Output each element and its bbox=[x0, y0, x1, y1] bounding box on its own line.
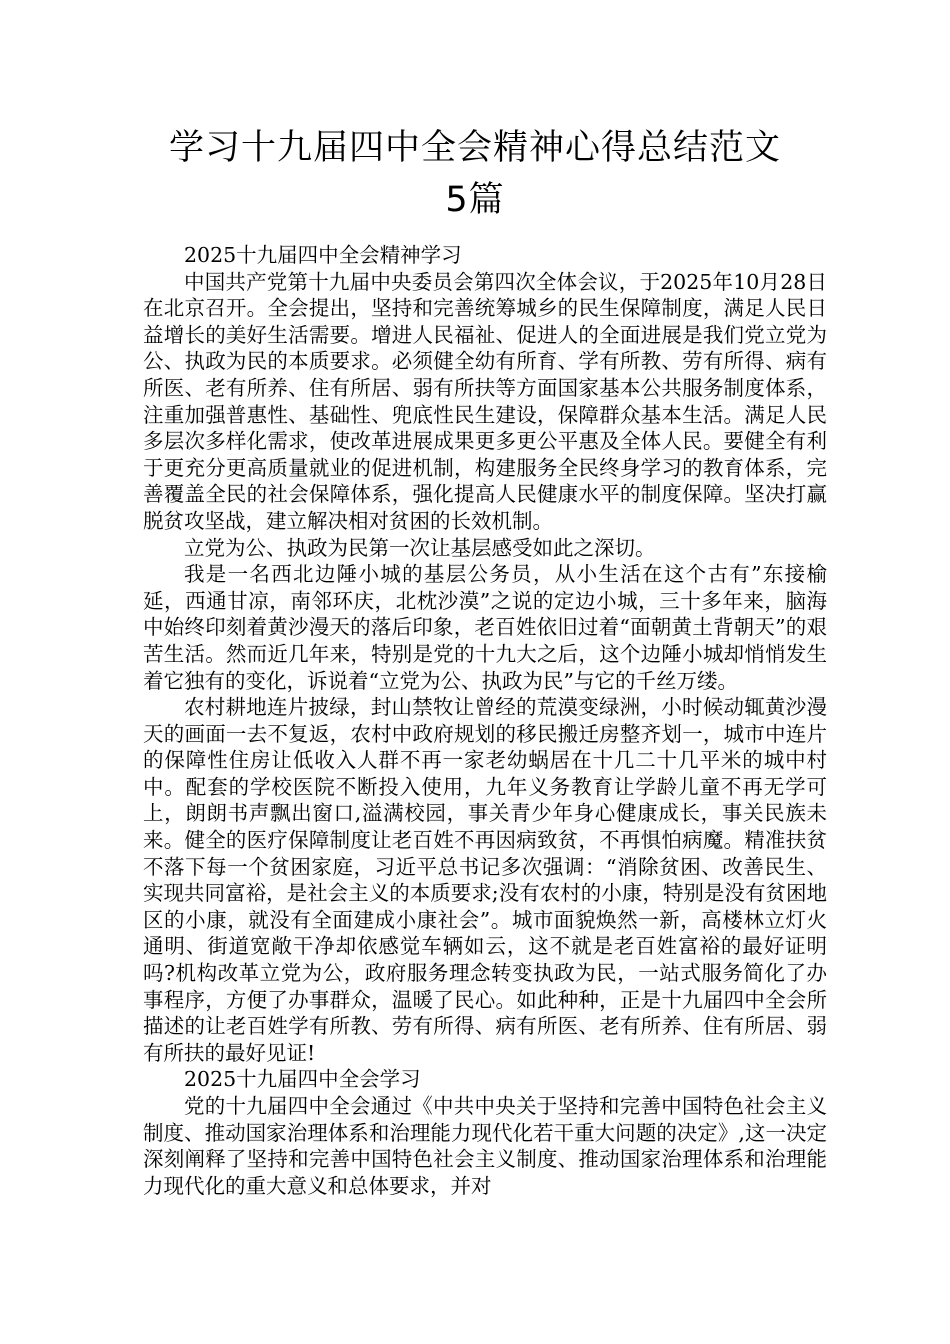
section-heading: 2025十九届四中全会精神学习 bbox=[184, 243, 462, 267]
document-body bbox=[143, 242, 827, 1199]
body-paragraph: 我是一名西北边陲小城的基层公务员，从小生活在这个古有”东接榆延，西通甘凉，南邻环庆，北枕沙漠”之说的定边小城，三十多年来，脑海中始终印刻着黄沙漫天的落后印象，老百姓依旧过着“面朝黄土背朝天”的艰苦生活。然而近几年来，特别是党的十九大之后，这个边陲小城却悄悄发生着它独有的变化，诉说着“立党为公、执政为民”与它的千丝万缕。 bbox=[143, 562, 827, 693]
body-paragraph: 党的十九届四中全会通过《中共中央关于坚持和完善中国特色社会主义制度、推动国家治理体系和治理能力现代化若干重大问题的决定》,这一决定深刻阐释了坚持和完善中国特色社会主义制度、推动国家治理体系和治理能力现代化的重大意义和总体要求，并对 bbox=[143, 1094, 827, 1198]
body-paragraph: 立党为公、执政为民第一次让基层感受如此之深切。 bbox=[184, 535, 656, 560]
title-line-1: 学习十九届四中全会精神心得总结范文 bbox=[168, 128, 781, 168]
section-heading: 2025十九届四中全会学习 bbox=[184, 1067, 421, 1092]
title-line-2: 5篇 bbox=[445, 180, 505, 220]
body-paragraph: 农村耕地连片披绿，封山禁牧让曾经的荒漠变绿洲，小时候动辄黄沙漫天的画面一去不复返，农村中政府规划的移民搬迁房整齐划一，城市中连片的保障性住房让低收入人群不再一家老幼蜗居在十几二十几平米的城中村中。配套的学校医院不断投入使用，九年义务教育让学龄儿童不再无学可上，朗朗书声飘出窗口,溢满校园，事关青少年身心健康成长，事关民族未来。健全的医疗保障制度让老百姓不再因病致贫，不再惧怕病魔。精准扶贫不落下每一个贫困家庭，习近平总书记多次强调：“消除贫困、改善民生、实现共同富裕，是社会主义的本质要求;没有农村的小康，特别是没有贫困地区的小康，就没有全面建成小康社会”。城市面貌焕然一新，高楼林立灯火通明、街道宽敞干净却依感觉车辆如云，这不就是老百姓富裕的最好证明吗?机构改革立党为公，政府服务理念转变执政为民，一站式服务简化了办事程序，方便了办事群众，温暖了民心。如此种种，正是十九届四中全会所描述的让老百姓学有所教、劳有所得、病有所医、老有所养、住有所居、弱有所扶的最好见证! bbox=[143, 695, 827, 1065]
document-title bbox=[120, 122, 830, 226]
body-paragraph: 中国共产党第十九届中央委员会第四次全体会议，于2025年10月28日在北京召开。全会提出，坚持和完善统筹城乡的民生保障制度，满足人民日益增长的美好生活需要。增进人民福祉、促进人的全面进展是我们党立党为公、执政为民的本质要求。必须健全幼有所育、学有所教、劳有所得、病有所医、老有所养、住有所居、弱有所扶等方面国家基本公共服务制度体系，注重加强普惠性、基础性、兜底性民生建设，保障群众基本生活。满足人民多层次多样化需求，使改革进展成果更多更公平惠及全体人民。要健全有利于更充分更高质量就业的促进机制，构建服务全民终身学习的教育体系，完善覆盖全民的社会保障体系，强化提高人民健康水平的制度保障。坚决打赢脱贫攻坚战，建立解决相对贫困的长效机制。 bbox=[143, 269, 827, 533]
